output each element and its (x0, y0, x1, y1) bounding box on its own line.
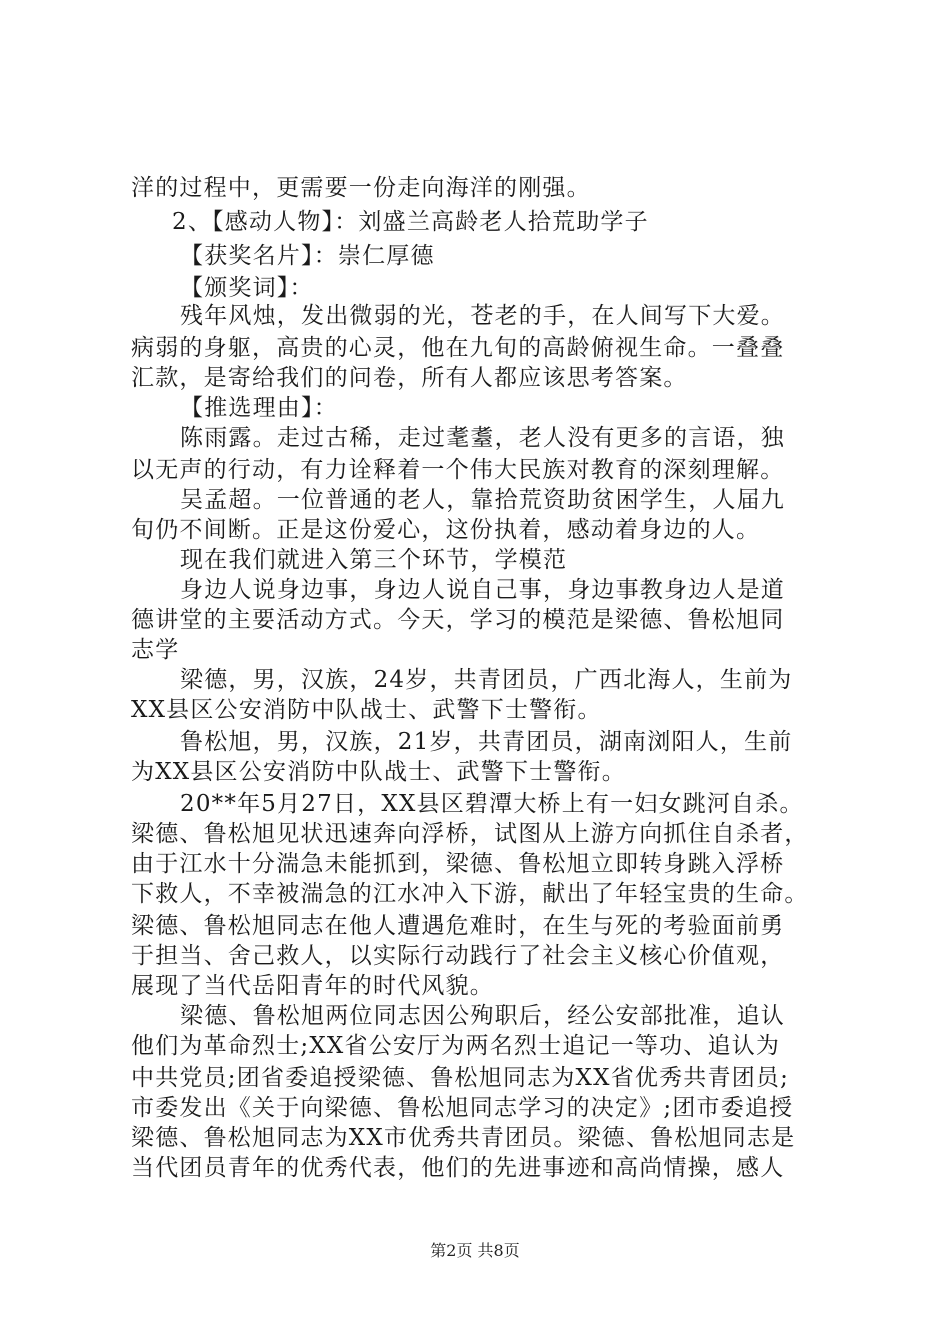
text-line: 现在我们就进入第三个环节，学模范 (180, 547, 568, 573)
text-line: 梁德、鲁松旭同志为XX市优秀共青团员。梁德、鲁松旭同志是 (131, 1125, 796, 1151)
text-line: 20**年5月27日，XX县区碧潭大桥上有一妇女跳河自杀。 (180, 791, 804, 817)
text-line: XX县区公安消防中队战士、武警下士警衔。 (131, 697, 602, 723)
text-line: 梁德、鲁松旭两位同志因公殉职后，经公安部批准，追认 (180, 1003, 785, 1029)
text-line: 志学 (131, 637, 180, 663)
text-line: 洋的过程中，更需要一份走向海洋的刚强。 (131, 175, 591, 201)
text-line: 病弱的身躯，高贵的心灵，他在九旬的高龄俯视生命。一叠叠 (131, 335, 785, 361)
text-line: 德讲堂的主要活动方式。今天，学习的模范是梁德、鲁松旭同 (131, 607, 785, 633)
text-line: 【获奖名片】：崇仁厚德 (180, 243, 435, 269)
text-line: 【推选理由】： (180, 395, 338, 421)
text-line: 下救人，不幸被湍急的江水冲入下游，献出了年轻宝贵的生命。 (131, 881, 809, 907)
text-line: 吴孟超。一位普通的老人，靠拾荒资助贫困学生，人届九 (180, 487, 785, 513)
text-line: 汇款，是寄给我们的问卷，所有人都应该思考答案。 (131, 365, 688, 391)
text-line: 梁德、鲁松旭同志在他人遭遇危难时，在生与死的考验面前勇 (131, 913, 785, 939)
text-line: 为XX县区公安消防中队战士、武警下士警衔。 (131, 759, 626, 785)
text-line: 陈雨露。走过古稀，走过耄耋，老人没有更多的言语，独 (180, 425, 785, 451)
text-line: 市委发出《关于向梁德、鲁松旭同志学习的决定》;团市委追授 (131, 1095, 794, 1121)
text-line: 梁德，男，汉族，24岁，共青团员，广西北海人，生前为 (180, 667, 793, 693)
text-line: 鲁松旭，男，汉族，21岁，共青团员，湖南浏阳人，生前 (180, 729, 793, 755)
text-line: 旬仍不间断。正是这份爱心，这份执着，感动着身边的人。 (131, 517, 761, 543)
text-line: 梁德、鲁松旭见状迅速奔向浮桥，试图从上游方向抓住自杀者， (131, 821, 809, 847)
text-line: 当代团员青年的优秀代表，他们的先进事迹和高尚情操，感人 (131, 1155, 785, 1181)
text-line: 中共党员;团省委追授梁德、鲁松旭同志为XX省优秀共青团员; (131, 1065, 790, 1091)
text-line: 于担当、舍己救人，以实际行动践行了社会主义核心价值观， (131, 943, 785, 969)
text-line: 2、【感动人物】：刘盛兰高龄老人拾荒助学子 (172, 209, 649, 235)
text-line: 【颁奖词】： (180, 275, 314, 301)
text-line: 由于江水十分湍急未能抓到，梁德、鲁松旭立即转身跳入浮桥 (131, 851, 785, 877)
text-line: 以无声的行动，有力诠释着一个伟大民族对教育的深刻理解。 (131, 457, 785, 483)
text-line: 他们为革命烈士;XX省公安厅为两名烈士追记一等功、追认为 (131, 1033, 781, 1059)
page-number-footer: 第2页 共8页 (430, 1241, 520, 1260)
text-line: 残年风烛，发出微弱的光，苍老的手，在人间写下大爱。 (180, 303, 785, 329)
text-line: 展现了当代岳阳青年的时代风貌。 (131, 973, 494, 999)
text-line: 身边人说身边事，身边人说自己事，身边事教身边人是道 (180, 577, 785, 603)
